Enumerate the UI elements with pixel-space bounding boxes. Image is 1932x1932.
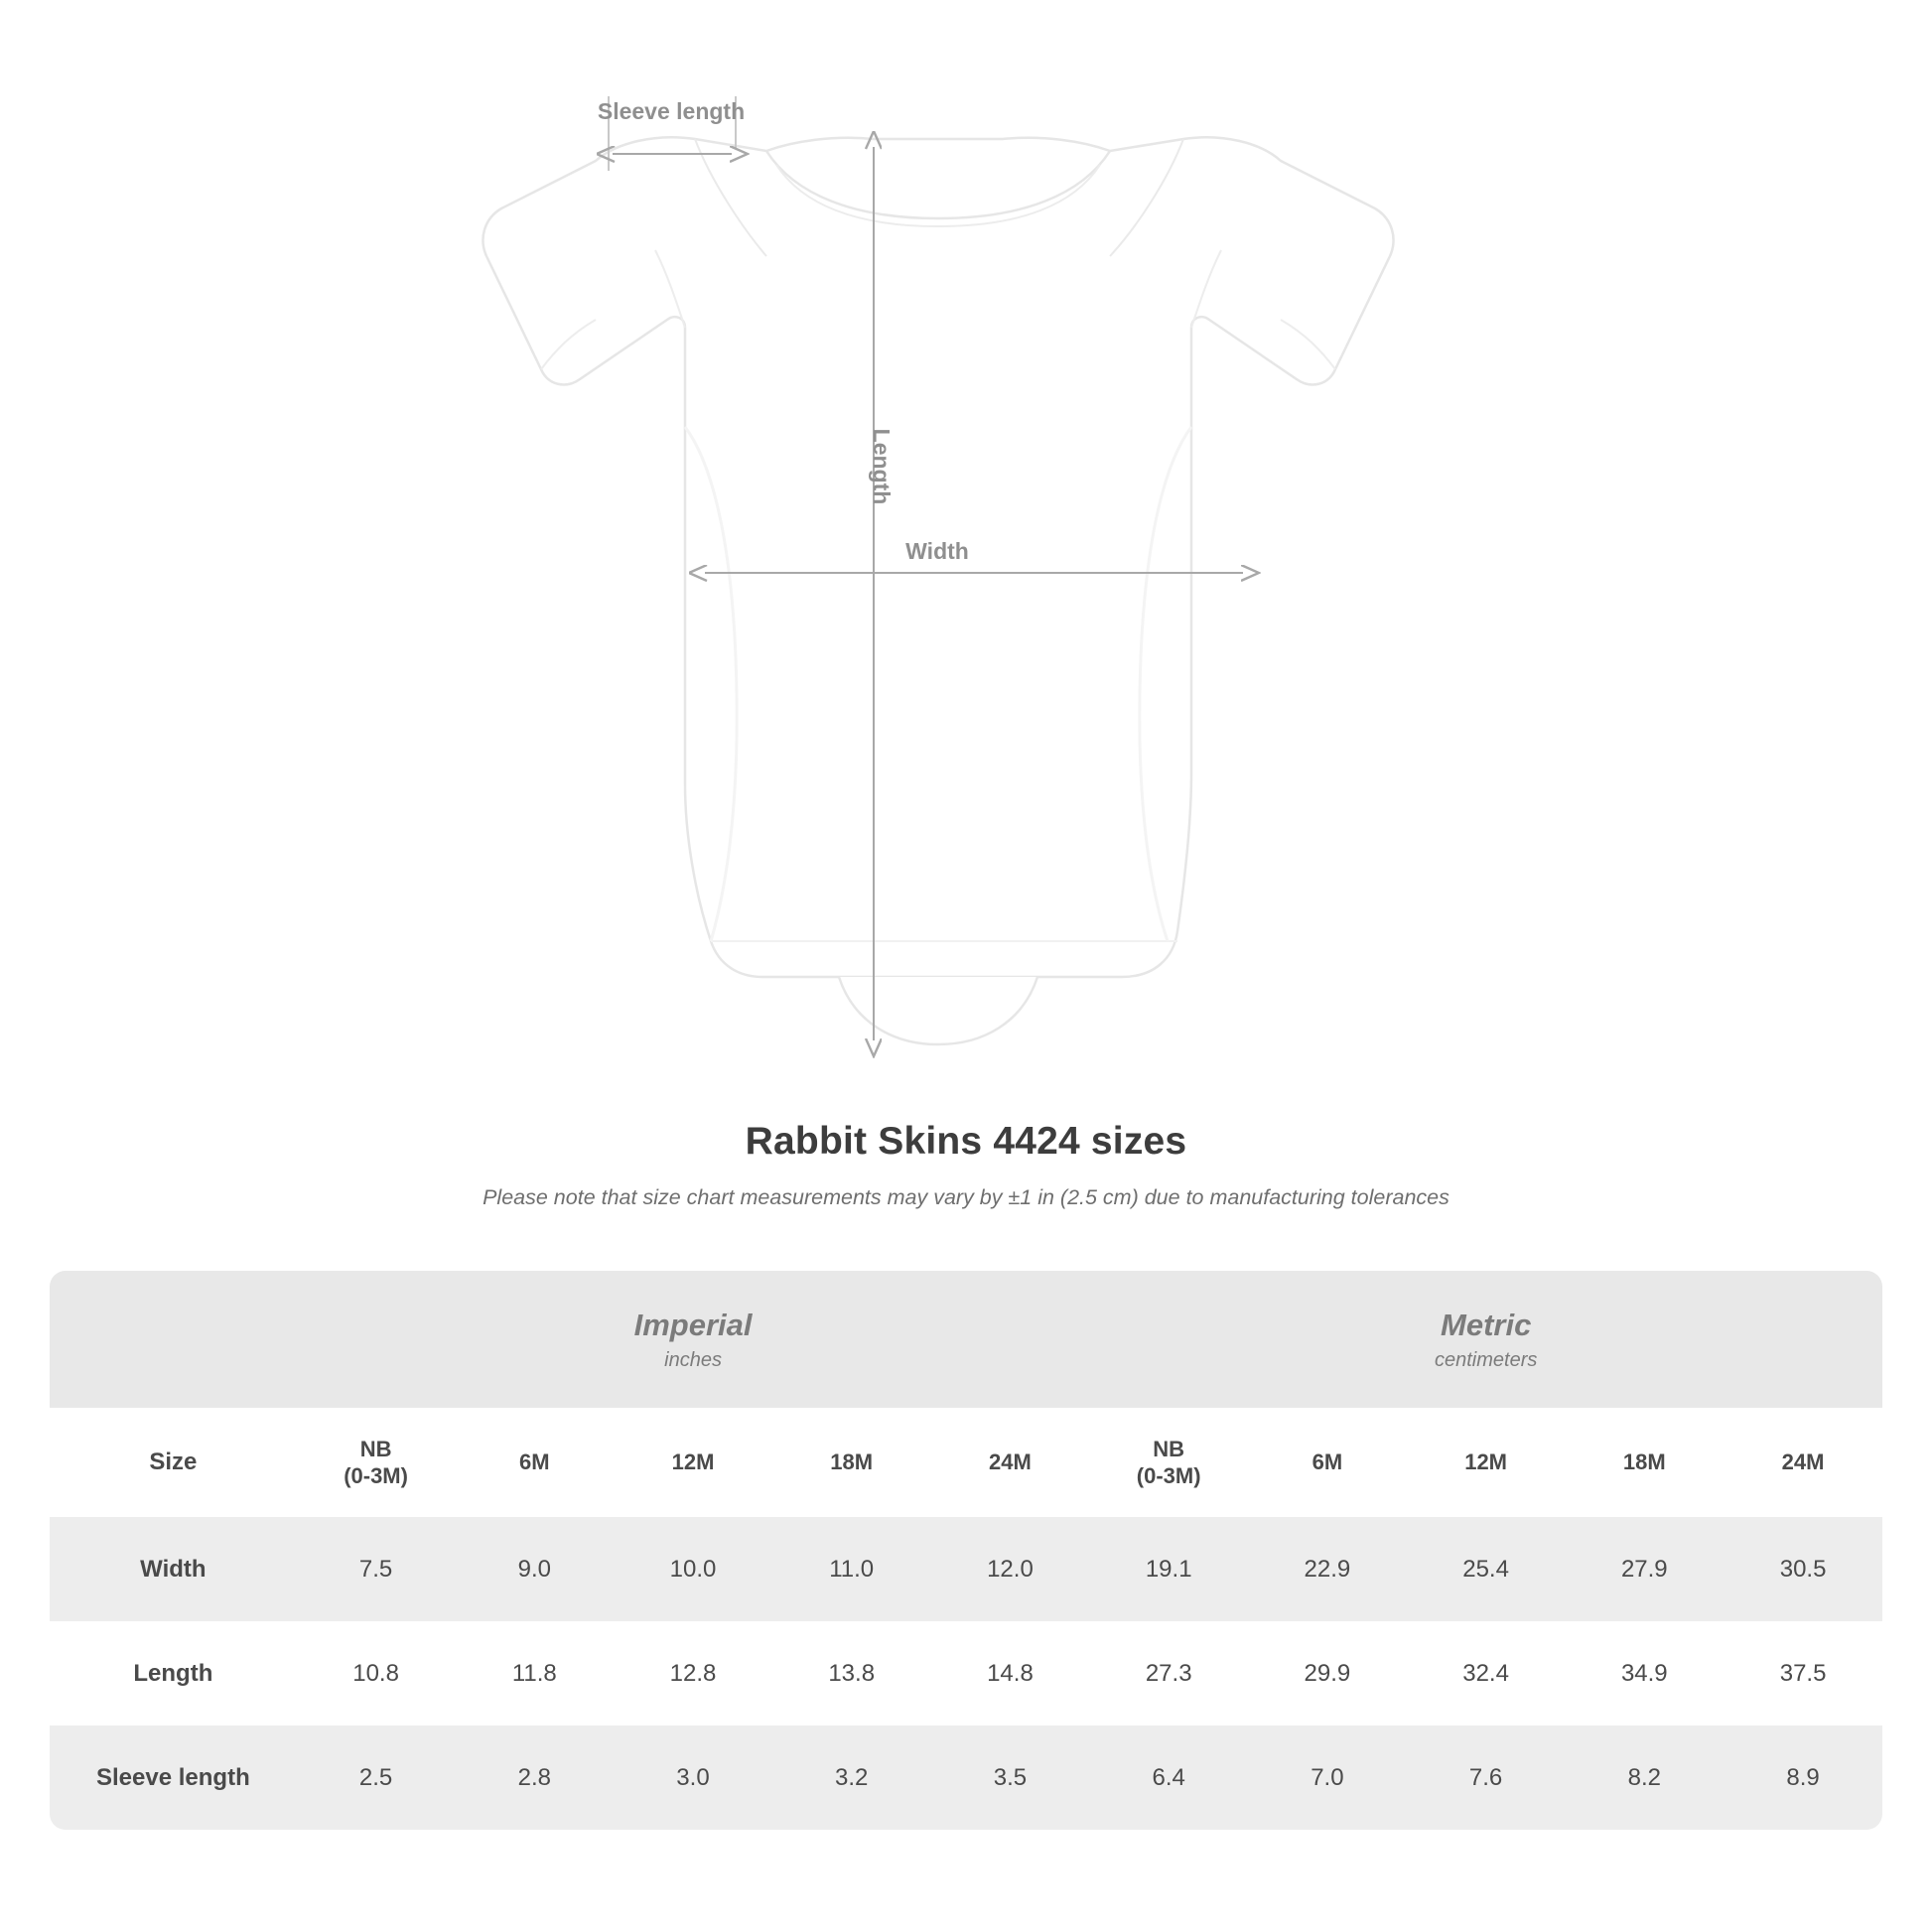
cell-width-18m-in: 11.0 [772,1517,931,1621]
size-header-nb-imperial-line2: (0-3M) [344,1463,408,1488]
size-header-6m-imperial: 6M [455,1408,614,1517]
cell-length-nb-in: 10.8 [297,1621,456,1725]
size-header-24m-metric: 24M [1724,1408,1882,1517]
cell-length-12m-cm: 32.4 [1407,1621,1566,1725]
size-header-12m-imperial: 12M [614,1408,772,1517]
size-header-row [50,1408,1882,1517]
size-header-nb-imperial [297,1408,456,1517]
cell-sleeve-6m-cm: 7.0 [1248,1725,1407,1830]
cell-sleeve-6m-in: 2.8 [455,1725,614,1830]
table-row [50,1725,1882,1830]
cell-length-6m-in: 11.8 [455,1621,614,1725]
cell-width-12m-in: 10.0 [614,1517,772,1621]
cell-width-6m-in: 9.0 [455,1517,614,1621]
bodysuit-shape [483,137,1393,1044]
row-label-width: Width [50,1517,297,1621]
cell-length-18m-cm: 34.9 [1565,1621,1724,1725]
size-table-wrapper [50,1271,1882,1830]
cell-sleeve-24m-cm: 8.9 [1724,1725,1882,1830]
cell-sleeve-12m-in: 3.0 [614,1725,772,1830]
cell-width-nb-in: 7.5 [297,1517,456,1621]
unit-group-imperial-sub: inches [664,1348,722,1371]
cell-sleeve-18m-cm: 8.2 [1565,1725,1724,1830]
cell-length-24m-cm: 37.5 [1724,1621,1882,1725]
page-title: Rabbit Skins 4424 sizes [745,1120,1187,1163]
cell-length-12m-in: 12.8 [614,1621,772,1725]
table-row [50,1517,1882,1621]
cell-sleeve-24m-in: 3.5 [931,1725,1090,1830]
unit-group-imperial [297,1271,1090,1408]
cell-sleeve-nb-cm: 6.4 [1089,1725,1248,1830]
cell-sleeve-12m-cm: 7.6 [1407,1725,1566,1830]
size-header-nb-metric-line1: NB [1153,1436,1185,1461]
size-header-label: Size [50,1408,297,1517]
cell-length-nb-cm: 27.3 [1089,1621,1248,1725]
cell-width-18m-cm: 27.9 [1565,1517,1724,1621]
cell-length-18m-in: 13.8 [772,1621,931,1725]
sleeve-length-label: Sleeve length [597,98,746,124]
cell-width-24m-in: 12.0 [931,1517,1090,1621]
title-block [0,1120,1932,1210]
size-header-24m-imperial: 24M [931,1408,1090,1517]
cell-width-nb-cm: 19.1 [1089,1517,1248,1621]
cell-sleeve-18m-in: 3.2 [772,1725,931,1830]
tolerance-note: Please note that size chart measurements may vary by ±1 in (2.5 cm) due to manufacturing tolerances [483,1185,1449,1209]
size-header-6m-metric: 6M [1248,1408,1407,1517]
cell-width-24m-cm: 30.5 [1724,1517,1882,1621]
length-label: Length [869,428,895,505]
cell-sleeve-nb-in: 2.5 [297,1725,456,1830]
unit-group-metric-sub: centimeters [1434,1348,1538,1371]
size-table [50,1271,1882,1830]
width-label: Width [905,538,969,564]
cell-width-6m-cm: 22.9 [1248,1517,1407,1621]
cell-length-24m-in: 14.8 [931,1621,1090,1725]
table-corner [50,1271,297,1408]
size-header-nb-imperial-line1: NB [359,1436,392,1461]
row-label-sleeve-length: Sleeve length [50,1725,297,1830]
unit-group-row [50,1271,1882,1408]
size-header-12m-metric: 12M [1407,1408,1566,1517]
size-header-18m-metric: 18M [1565,1408,1724,1517]
table-row [50,1621,1882,1725]
unit-group-metric [1089,1271,1882,1408]
size-header-18m-imperial: 18M [772,1408,931,1517]
cell-width-12m-cm: 25.4 [1407,1517,1566,1621]
size-header-nb-metric-line2: (0-3M) [1136,1463,1201,1488]
size-header-nb-metric [1089,1408,1248,1517]
row-label-length: Length [50,1621,297,1725]
cell-length-6m-cm: 29.9 [1248,1621,1407,1725]
unit-group-imperial-name: Imperial [633,1308,753,1343]
unit-group-metric-name: Metric [1441,1308,1532,1343]
